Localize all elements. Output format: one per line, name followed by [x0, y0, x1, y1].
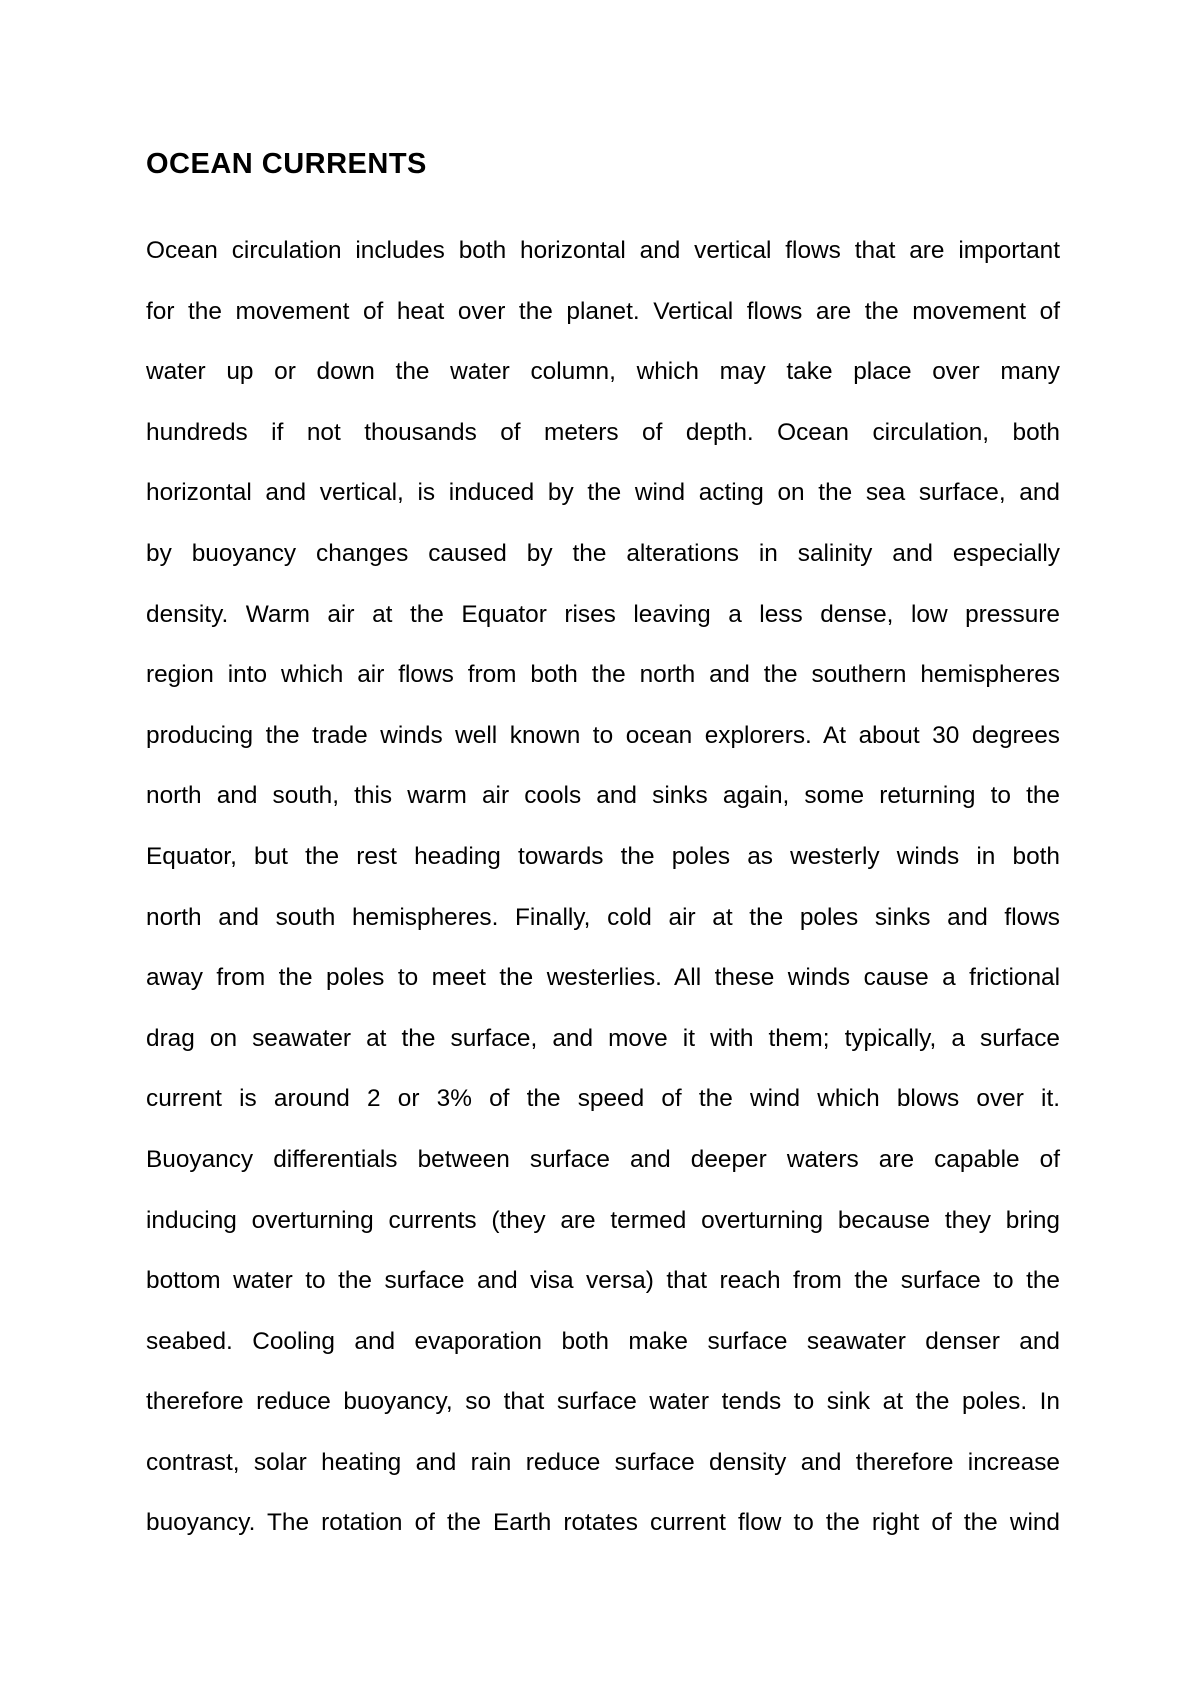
text-line: north and south, this warm air cools and sinks again, some returning to the: [146, 782, 1060, 810]
text-line: contrast, solar heating and rain reduce surface density and therefore increase: [146, 1448, 1060, 1476]
text-line: horizontal and vertical, is induced by the wind acting on the sea surface, and: [146, 479, 1060, 507]
text-line: Ocean circulation includes both horizontal and vertical flows that are important: [146, 237, 1060, 264]
text-line: north and south hemispheres. Finally, cold air at the poles sinks and flows: [146, 903, 1060, 931]
text-line: region into which air flows from both the north and the southern hemispheres: [146, 661, 1060, 689]
body-paragraph: [146, 233, 1060, 1566]
text-line: producing the trade winds well known to ocean explorers. At about 30 degrees: [146, 721, 1060, 749]
text-line: hundreds if not thousands of meters of depth. Ocean circulation, both: [146, 418, 1060, 446]
text-line: seabed. Cooling and evaporation both make surface seawater denser and: [146, 1327, 1060, 1355]
text-line: Equator, but the rest heading towards the poles as westerly winds in both: [146, 842, 1060, 870]
document-title: OCEAN CURRENTS: [146, 148, 427, 180]
text-line: by buoyancy changes caused by the alterations in salinity and especially: [146, 539, 1060, 567]
text-line: therefore reduce buoyancy, so that surface water tends to sink at the poles. In: [146, 1388, 1060, 1416]
text-line: bottom water to the surface and visa versa) that reach from the surface to the: [146, 1267, 1060, 1295]
text-line: current is around 2 or 3% of the speed of the wind which blows over it.: [146, 1085, 1060, 1113]
text-line: drag on seawater at the surface, and move it with them; typically, a surface: [146, 1024, 1060, 1052]
text-line: Buoyancy differentials between surface and deeper waters are capable of: [146, 1145, 1060, 1173]
text-line: away from the poles to meet the westerlies. All these winds cause a frictional: [146, 964, 1060, 992]
text-line: inducing overturning currents (they are termed overturning because they bring: [146, 1206, 1060, 1234]
text-line: water up or down the water column, which may take place over many: [146, 358, 1060, 386]
text-line: density. Warm air at the Equator rises leaving a less dense, low pressure: [146, 600, 1060, 628]
text-line: buoyancy. The rotation of the Earth rotates current flow to the right of the wind: [146, 1509, 1060, 1537]
text-line: for the movement of heat over the planet. Vertical flows are the movement of: [146, 297, 1060, 325]
